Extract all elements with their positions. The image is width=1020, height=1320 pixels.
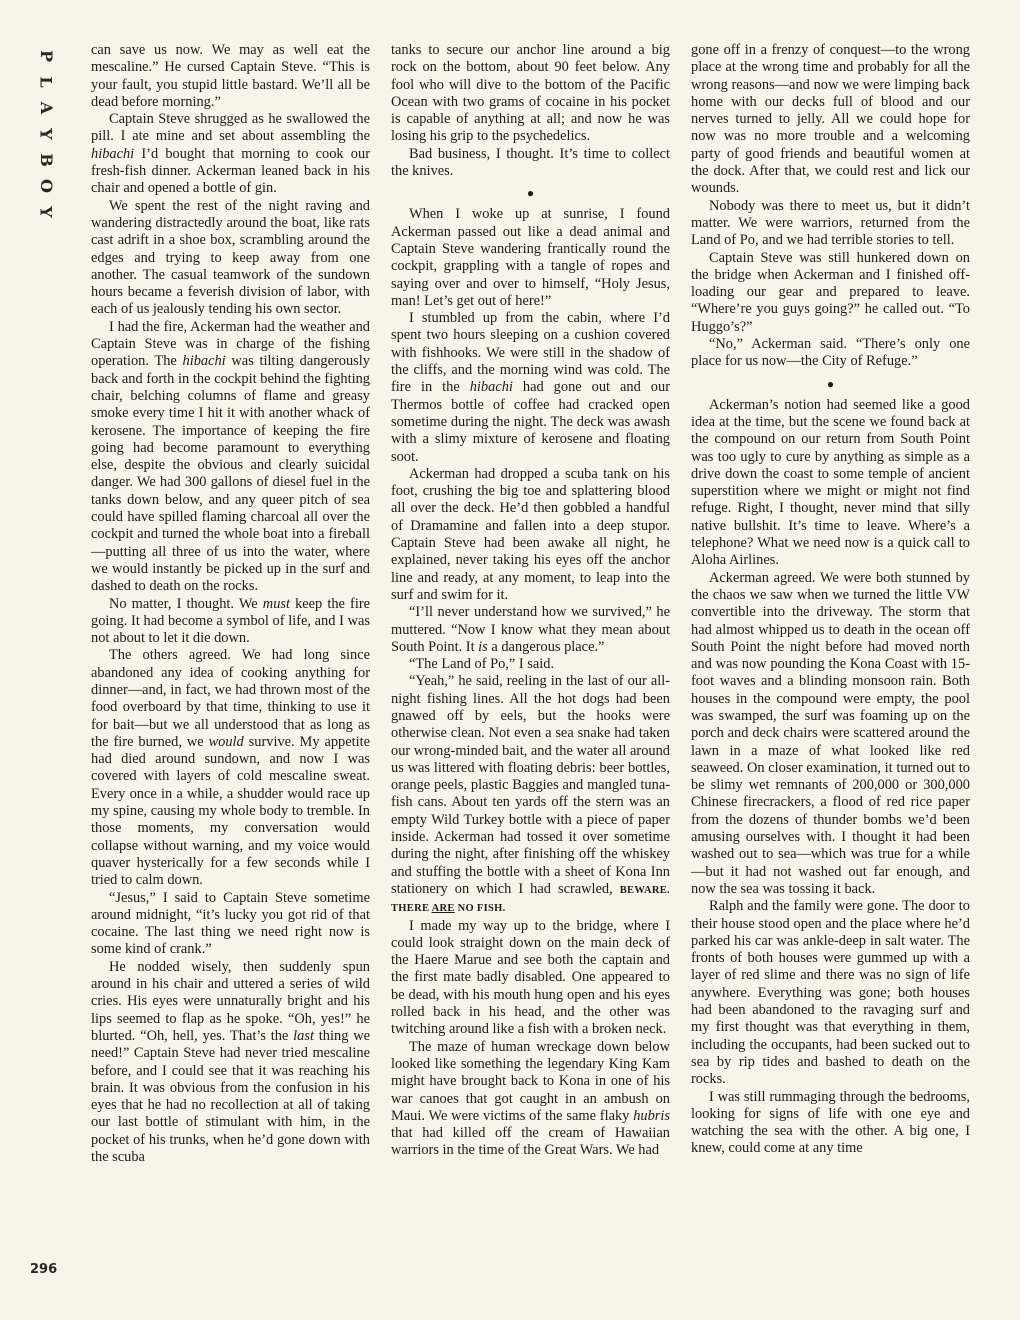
- paragraph: Ackerman had dropped a scuba tank on his foot, crushing the big toe and splattering blood all over the deck. He’d then gobbled a handful of Dramamine and fallen into a deep stupor. Captain Steve had been awake all night, he explained, never taking his eyes off the anchor line and ready, at any moment, to leap into the surf and swim for it.: [391, 465, 670, 603]
- logo-letter: L: [37, 76, 56, 88]
- page-number: 296: [30, 1262, 58, 1277]
- column-1: [91, 42, 370, 1292]
- paragraph: He nodded wisely, then suddenly spun around in his chair and uttered a series of wild cries. His eyes were unnaturally bright and his lips seemed to flap as he spoke. “Oh, yes!” he blurted. “Oh, hell, yes. That’s the last thing we need!” Captain Steve had never tried mescaline before, and I could see that it was reaching his brain. It was obvious from the confusion in his eyes that he had no recollection at all of taking our last bottle of stimulant with him, in the pocket of his trunks, when he’d gone down with the scuba: [91, 958, 370, 1165]
- paragraph: “The Land of Po,” I said.: [409, 656, 555, 673]
- paragraph: No matter, I thought. We must keep the fire going. It had become a symbol of life, and I was not about to let it die down.: [91, 595, 370, 647]
- paragraph: Ackerman agreed. We were both stunned by the chaos we saw when we turned the little VW convertible into the driveway. The storm that had almost whipped us to death in the ocean off South Point the night before had moved north and was now pounding the Kona Coast with 15-foot waves and a blinding monsoon rain. Both houses in the compound were empty, the pool was swamped, the surf was foaming up on the porch and deck chairs were scattered around the lawn in a maze of what looked like red seaweed. On closer examination, it turned out to be slimy wet remnants of 200,000 or 300,000 Chinese firecrackers, a flood of red rice paper from the dozens of thunder bombs we’d been amusing ourselves with. I thought it had been washed out to sea—which was true for a while—but it had not washed out far enough, and now the sea was tossing it back.: [691, 569, 970, 897]
- paragraph: “Jesus,” I said to Captain Steve sometime around midnight, “it’s lucky you got rid of that cocaine. The last thing we need right now is some kind of crank.”: [91, 889, 370, 958]
- paragraph: The maze of human wreckage down below looked like something the legendary King Kam might have brought back to Kona in one of his war canoes that got caught in an ambush on Maui. We were victims of the same flaky hubris that had killed off the cream of Hawaiian warriors in the time of the Great Wars. We had: [391, 1038, 670, 1159]
- paragraph: can save us now. We may as well eat the mescaline.” He cursed Captain Steve. “This is your fault, you stupid little bastard. We’ll all be dead before morning.”: [91, 42, 370, 110]
- paragraph: “No,” Ackerman said. “There’s only one place for us now—the City of Refuge.”: [691, 336, 970, 370]
- paragraph: The others agreed. We had long since abandoned any idea of cooking anything for dinner—and, in fact, we had thrown most of the food overboard by that time, thinking to use it for bait—but we all understood that as long as the fire burned, we would survive. My appetite had died around sundown, and now I was covered with layers of cold mescaline sweat. Every once in a while, a shudder would race up my spine, causing my whole body to tremble. In those moments, my conversation would collapse without warning, and my voice would quaver hysterically for a few seconds while I tried to calm down.: [91, 647, 370, 889]
- logo-letter: O: [37, 179, 56, 193]
- paragraph: I had the fire, Ackerman had the weather and Captain Steve was in charge of the fishing operation. The hibachi was tilting dangerously back and forth in the cockpit behind the fighting chair, belching columns of flame and greasy smoke every time I hit it with another whack of kerosene. The importance of keeping the fire going had become paramount to everything else, despite the obvious and clearly suicidal danger. We had 300 gallons of diesel fuel in the tanks down below, and any queer pitch of sea could have spilled flaming charcoal all over the cockpit and turned the whole boat into a fireball—putting all three of us into the water, where we would instantly be picked up in the surf and dashed to death on the rocks.: [91, 318, 370, 595]
- column-2: [391, 42, 670, 1292]
- paragraph: Ackerman’s notion had seemed like a good idea at the time, but the scene we found back at the compound on our return from South Point was too ugly to cure by anything as simple as a drive down the coast to some temple of ancient superstition where we might or might not find refuge. Right, I thought, never mind that silly native bullshit. It’s time to leave. Where’s a telephone? What we need now is a quick call to Aloha Airlines.: [691, 396, 970, 569]
- paragraph: Nobody was there to meet us, but it didn’t matter. We were warriors, returned from the Land of Po, and we had terrible stories to tell.: [691, 197, 970, 249]
- paragraph: Ralph and the family were gone. The door to their house stood open and the place where he’d parked his car was ankle-deep in salt water. The fronts of both houses were gummed up with a layer of red slime and there was no sign of life anywhere. Everything was gone; both houses had been abandoned to the ravaging surf and my first thought was that everything in them, including the occupants, had been sucked out to sea by rip tides and bashed to death on the rocks.: [691, 898, 970, 1088]
- paragraph: Captain Steve shrugged as he swallowed the pill. I ate mine and set about assembling the hibachi I’d bought that morning to cook our fresh-fish dinner. Ackerman leaned back in his chair and opened a bottle of gin.: [91, 111, 370, 197]
- paragraph: When I woke up at sunrise, I found Ackerman passed out like a dead animal and Captain Steve wandering frantically round the cockpit, grappling with a tangle of ropes and saying over and over to himself, “Holy Jesus, man! Let’s get out of here!”: [391, 206, 670, 309]
- paragraph: “I’ll never understand how we survived,” he muttered. “Now I know what they mean about South Point. It is a dangerous place.”: [391, 604, 670, 655]
- magazine-logo: [34, 48, 58, 220]
- section-separator: ●: [826, 376, 835, 391]
- paragraph: We spent the rest of the night raving and wandering distractedly around the boat, like rats cast adrift in a shoe box, scrambling around the edges and trying to keep away from one another. The casual teamwork of the sundown hours became a feverish division of labor, with each of us jealously tending his own sector.: [91, 197, 370, 318]
- logo-letter: Y: [36, 128, 56, 140]
- paragraph: I stumbled up from the cabin, where I’d spent two hours sleeping on a cushion covered with fishhooks. We were still in the shadow of the cliffs, and the morning wind was cold. The fire in the hibachi had gone out and our Thermos bottle of coffee had cracked open sometime during the night. The deck was awash with a slimy mixture of kerosene and floating soot.: [391, 310, 670, 465]
- paragraph: “Yeah,” he said, reeling in the last of our all-night fishing lines. All the hot dogs had been gnawed off by eels, but the hooks were otherwise clean. Not even a sea snake had taken our wrong-minded bait, and the water all around us was littered with floating debris: beer bottles, orange peels, plastic Baggies and mangled tuna-fish cans. About ten yards off the stern was an empty Wild Turkey bottle with a piece of paper inside. Ackerman had tossed it over sometime during the night, after finishing off the whiskey and stuffing the bottle with a sheet of Kona Inn stationery on which I had scrawled, BEWARE. THERE ARE NO FISH.: [391, 673, 670, 915]
- column-3: [691, 42, 970, 1292]
- logo-letter: B: [37, 153, 56, 167]
- paragraph: gone off in a frenzy of conquest—to the wrong place at the wrong time and probably for all the wrong reasons—and now we were limping back home with our decks full of blood and our nerves turned to jelly. All we could hope for now was no more trouble and a welcoming party of good friends and beautiful women at the dock. After that, we could rest and lick our wounds.: [691, 42, 970, 197]
- paragraph: I made my way up to the bridge, where I could look straight down on the main deck of the Haere Marue and see both the captain and the first mate badly disabled. One appeared to be dead, with his mouth hung open and his eyes rolled back in his head, and the other was twitching around like a fish with a broken neck.: [391, 917, 670, 1038]
- logo-letter: Y: [36, 206, 56, 218]
- section-separator: ●: [526, 186, 535, 201]
- paragraph: Captain Steve was still hunkered down on the bridge when Ackerman and I finished off-loading our gear and prepared to leave. “Where’re you guys going?” he called out. “To Huggo’s?”: [691, 249, 970, 335]
- paragraph: Bad business, I thought. It’s time to collect the knives.: [391, 145, 670, 180]
- paragraph: tanks to secure our anchor line around a big rock on the bottom, about 90 feet below. Any fool who will dive to the bottom of the Pacific Ocean with two grams of cocaine in his pocket is capable of anything at all; and now he was losing his grip to the psychedelics.: [391, 42, 670, 145]
- logo-letter: A: [36, 101, 56, 115]
- paragraph: I was still rummaging through the bedrooms, looking for signs of life with one eye and watching the sea with the other. A big one, I knew, could come at any time: [691, 1088, 970, 1157]
- logo-letter: P: [37, 49, 56, 63]
